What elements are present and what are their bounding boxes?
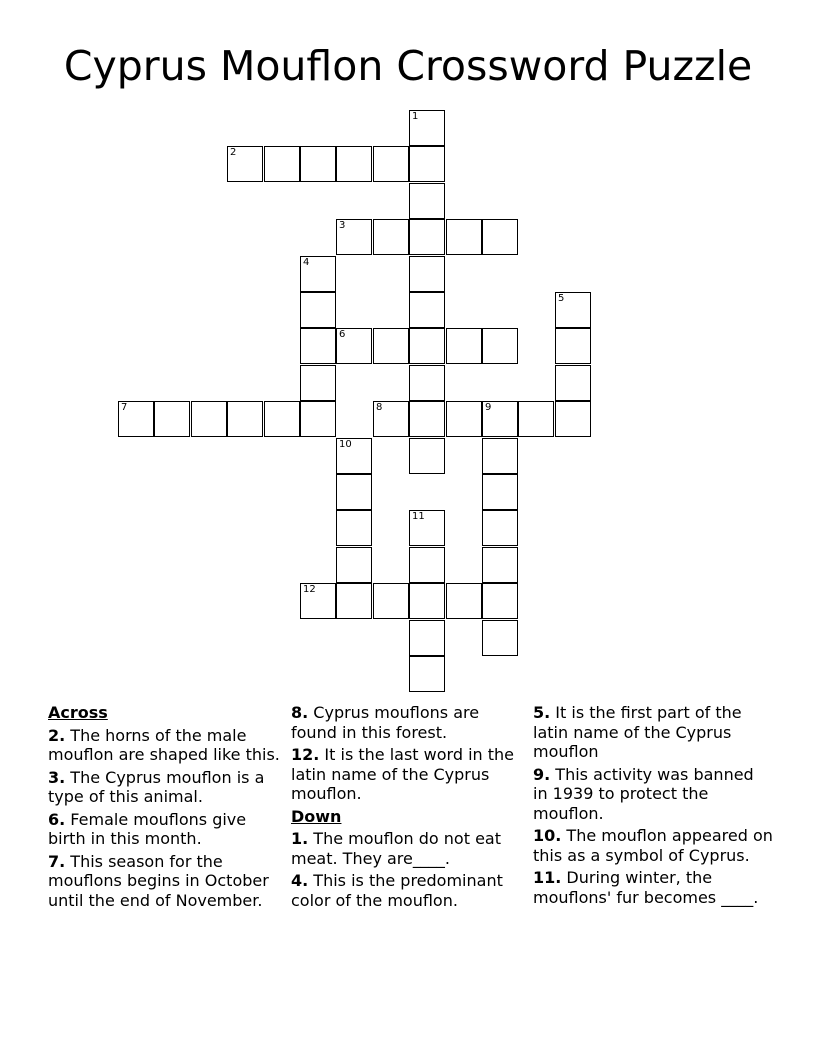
crossword-cell[interactable] <box>409 438 445 474</box>
crossword-cell[interactable] <box>154 401 190 437</box>
crossword-cell[interactable] <box>409 547 445 583</box>
clue-text: The horns of the male mouflon are shaped like this. <box>48 725 280 764</box>
crossword-cell[interactable] <box>264 146 300 182</box>
crossword-cell[interactable] <box>409 146 445 182</box>
crossword-cell[interactable] <box>336 474 372 510</box>
crossword-cell[interactable] <box>409 620 445 656</box>
cell-number: 12 <box>303 584 316 595</box>
cell-number: 7 <box>121 402 128 413</box>
cell-number: 11 <box>412 511 425 522</box>
crossword-cell[interactable] <box>300 401 336 437</box>
crossword-cell[interactable] <box>482 583 518 619</box>
crossword-cell[interactable] <box>264 401 300 437</box>
crossword-cell[interactable] <box>446 401 482 437</box>
cell-number: 8 <box>376 402 383 413</box>
crossword-cell[interactable] <box>373 401 409 437</box>
clue-number: 10. <box>533 826 562 845</box>
clue-text: This season for the mouflons begins in October until the end of November. <box>48 851 269 910</box>
clue-column-1 <box>48 703 280 913</box>
clue-column-2 <box>291 703 523 913</box>
crossword-cell[interactable] <box>336 547 372 583</box>
crossword-cell[interactable] <box>482 547 518 583</box>
clue-across-3 <box>48 768 280 807</box>
down-heading: Down <box>291 806 342 826</box>
clue-text: During winter, the mouflons' fur becomes ____. <box>533 868 759 907</box>
crossword-cell[interactable] <box>373 328 409 364</box>
crossword-cell[interactable] <box>446 583 482 619</box>
crossword-cell[interactable] <box>409 656 445 692</box>
clue-number: 7. <box>48 851 66 871</box>
clue-text: The Cyprus mouflon is a type of this animal. <box>48 767 265 806</box>
cell-number: 6 <box>339 329 346 340</box>
clue-number: 1. <box>291 829 309 848</box>
crossword-cell[interactable] <box>482 328 518 364</box>
crossword-cell[interactable] <box>300 365 336 401</box>
clue-number: 4. <box>291 871 309 890</box>
crossword-cell[interactable] <box>336 583 372 619</box>
clue-down-10 <box>533 826 773 865</box>
clue-text: This activity was banned in 1939 to protect the mouflon. <box>533 764 754 823</box>
clue-text: Cyprus mouflons are found in this forest. <box>291 703 480 742</box>
crossword-cell[interactable] <box>373 219 409 255</box>
crossword-cell[interactable] <box>227 401 263 437</box>
crossword-cell[interactable] <box>300 583 336 619</box>
crossword-cell[interactable] <box>409 219 445 255</box>
clue-across-8 <box>291 703 523 742</box>
crossword-cell[interactable] <box>555 328 591 364</box>
crossword-cell[interactable] <box>336 438 372 474</box>
crossword-cell[interactable] <box>482 219 518 255</box>
crossword-cell[interactable] <box>227 146 263 182</box>
crossword-cell[interactable] <box>300 292 336 328</box>
clue-column-3 <box>533 703 773 910</box>
crossword-cell[interactable] <box>409 256 445 292</box>
crossword-cell[interactable] <box>409 365 445 401</box>
clue-number: 2. <box>48 725 66 745</box>
crossword-cell[interactable] <box>409 292 445 328</box>
clue-number: 8. <box>291 703 309 722</box>
clue-text: It is the first part of the latin name of the Cyprus mouflon <box>533 703 742 761</box>
crossword-cell[interactable] <box>555 292 591 328</box>
crossword-cell[interactable] <box>336 146 372 182</box>
crossword-cell[interactable] <box>555 365 591 401</box>
crossword-cell[interactable] <box>300 146 336 182</box>
clue-down-4 <box>291 871 523 910</box>
crossword-cell[interactable] <box>300 256 336 292</box>
clue-across-2 <box>48 726 280 765</box>
crossword-cell[interactable] <box>446 328 482 364</box>
clue-down-11 <box>533 868 773 907</box>
crossword-cell[interactable] <box>336 219 372 255</box>
crossword-cell[interactable] <box>482 438 518 474</box>
crossword-cell[interactable] <box>409 183 445 219</box>
crossword-cell[interactable] <box>555 401 591 437</box>
cell-number: 10 <box>339 439 352 450</box>
crossword-cell[interactable] <box>482 401 518 437</box>
cell-number: 5 <box>558 293 565 304</box>
cell-number: 9 <box>485 402 492 413</box>
clue-text: The mouflon appeared on this as a symbol of Cyprus. <box>533 826 773 865</box>
crossword-cell[interactable] <box>482 474 518 510</box>
clue-number: 5. <box>533 703 551 722</box>
cell-number: 2 <box>230 147 237 158</box>
clue-number: 12. <box>291 745 320 764</box>
clue-across-6 <box>48 810 280 849</box>
crossword-cell[interactable] <box>118 401 154 437</box>
clue-number: 9. <box>533 764 551 784</box>
clue-across-12 <box>291 745 523 804</box>
page-title: Cyprus Mouflon Crossword Puzzle <box>63 42 753 90</box>
crossword-cell[interactable] <box>409 583 445 619</box>
clue-number: 3. <box>48 767 66 787</box>
crossword-cell[interactable] <box>336 328 372 364</box>
cell-number: 1 <box>412 111 419 122</box>
crossword-cell[interactable] <box>409 510 445 546</box>
crossword-cell[interactable] <box>409 110 445 146</box>
clue-text: This is the predominant color of the mouflon. <box>291 871 503 910</box>
across-heading: Across <box>48 703 108 722</box>
crossword-cell[interactable] <box>409 401 445 437</box>
clue-across-7 <box>48 852 280 911</box>
crossword-cell[interactable] <box>336 510 372 546</box>
crossword-cell[interactable] <box>518 401 554 437</box>
cell-number: 3 <box>339 220 346 231</box>
crossword-cell[interactable] <box>373 583 409 619</box>
crossword-cell[interactable] <box>300 328 336 364</box>
crossword-cell[interactable] <box>409 328 445 364</box>
crossword-cell[interactable] <box>191 401 227 437</box>
clue-text: It is the last word in the latin name of the Cyprus mouflon. <box>291 745 515 803</box>
clue-text: Female mouflons give birth in this month. <box>48 809 247 848</box>
clue-down-5 <box>533 703 773 762</box>
cell-number: 4 <box>303 257 310 268</box>
clue-down-9 <box>533 765 773 824</box>
crossword-cell[interactable] <box>482 510 518 546</box>
crossword-cell[interactable] <box>446 219 482 255</box>
clue-down-1 <box>291 829 523 868</box>
crossword-cell[interactable] <box>373 146 409 182</box>
clue-number: 6. <box>48 809 66 829</box>
clue-number: 11. <box>533 868 562 887</box>
crossword-cell[interactable] <box>482 620 518 656</box>
clue-text: The mouflon do not eat meat. They are____. <box>291 829 501 868</box>
